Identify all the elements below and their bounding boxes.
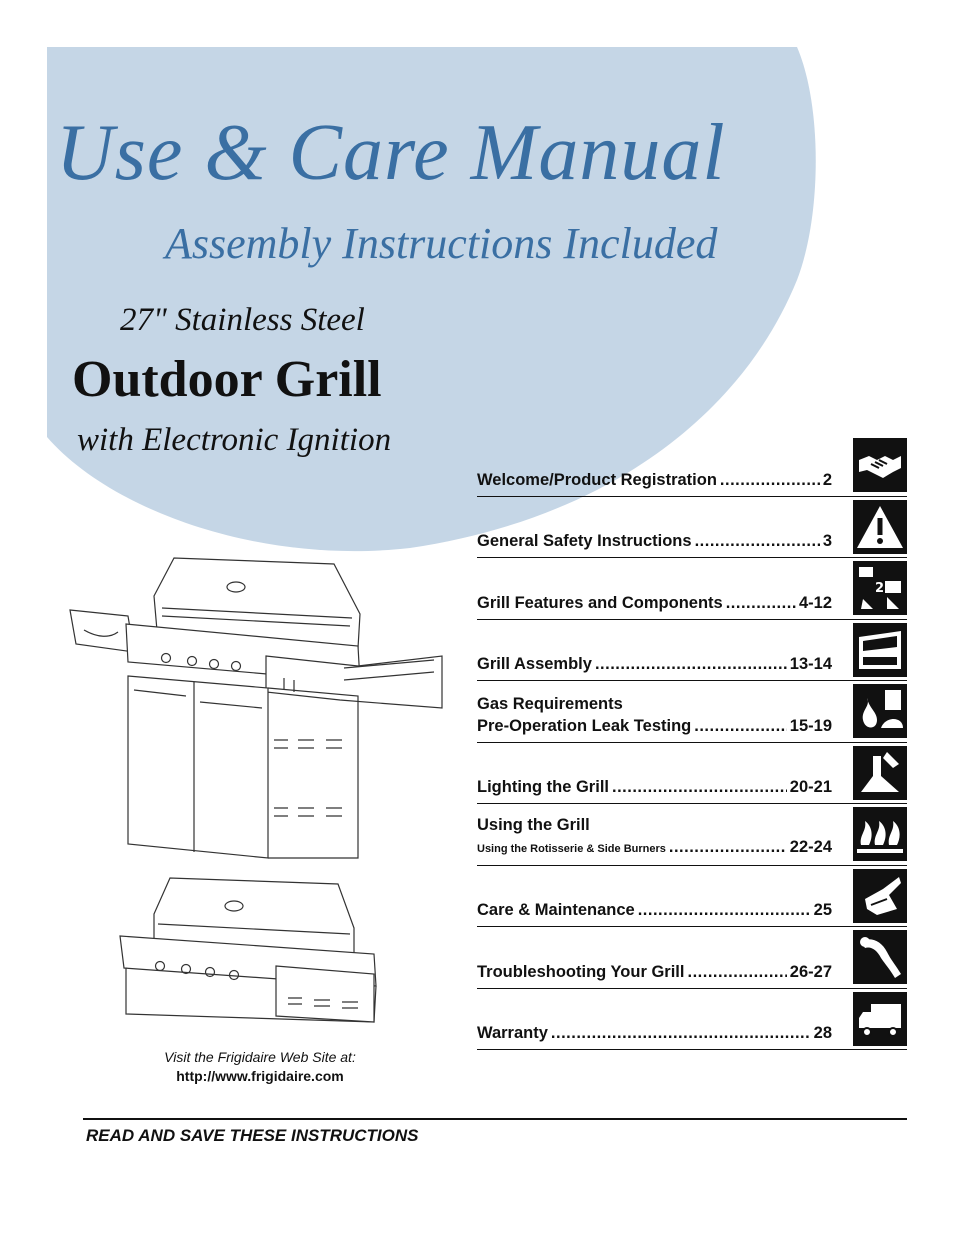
read-save-notice: READ AND SAVE THESE INSTRUCTIONS [86, 1126, 419, 1145]
toc-page: 13-14 [789, 655, 832, 673]
toc-label: Warranty [477, 1024, 548, 1042]
components-icon [853, 561, 907, 615]
toc-page: 25 [813, 901, 832, 919]
toc-row[interactable] [477, 558, 907, 620]
toc-row[interactable] [477, 497, 907, 559]
ignition-description: with Electronic Ignition [77, 422, 392, 458]
toc-label: Grill Features and Components [477, 593, 723, 612]
website-label: Visit the Frigidaire Web Site at: [164, 1049, 356, 1065]
toc-row[interactable] [477, 927, 907, 989]
assembly-icon [853, 623, 907, 677]
model-description: 27" Stainless Steel [120, 302, 365, 338]
toc-row[interactable] [477, 866, 907, 928]
website-note [100, 1048, 420, 1086]
toc-page: 15-19 [789, 716, 832, 735]
toc-label: Care & Maintenance [477, 901, 635, 919]
toc-label: Grill Assembly [477, 655, 592, 673]
toc-page: 22-24 [789, 837, 832, 856]
toc-label: Troubleshooting Your Grill [477, 962, 685, 981]
toc-label: Pre-Operation Leak Testing [477, 716, 692, 735]
footer-divider [83, 1118, 907, 1120]
toc-label: General Safety Instructions [477, 532, 692, 550]
toc-page: 26-27 [789, 962, 832, 981]
manual-title: Use & Care Manual [56, 109, 726, 197]
toc-row[interactable] [477, 989, 907, 1051]
toc-row[interactable] [477, 681, 907, 743]
manual-subtitle: Assembly Instructions Included [165, 219, 718, 268]
troubleshooting-icon [853, 930, 907, 984]
toc-label: Using the Rotisserie & Side Burners [477, 842, 666, 855]
toc-row[interactable] [477, 435, 907, 497]
table-of-contents [477, 435, 907, 1050]
cleaning-icon [853, 869, 907, 923]
toc-page: 3 [822, 532, 832, 550]
toc-page: 28 [813, 1024, 832, 1042]
toc-page: 20-21 [789, 778, 832, 796]
flames-icon [853, 807, 907, 861]
truck-icon [853, 992, 907, 1046]
toc-row[interactable] [477, 743, 907, 805]
product-name: Outdoor Grill [72, 351, 382, 408]
lighting-icon [853, 746, 907, 800]
warning-icon [853, 500, 907, 554]
svg-text:2: 2 [875, 581, 885, 596]
toc-row[interactable] [477, 804, 907, 866]
gas-icon [853, 684, 907, 738]
toc-row[interactable] [477, 620, 907, 682]
toc-label: Welcome/Product Registration [477, 470, 717, 489]
toc-label: Using the Grill [477, 815, 590, 834]
toc-page: 4-12 [798, 593, 832, 612]
website-link[interactable]: http://www.frigidaire.com [176, 1068, 344, 1084]
toc-label: Lighting the Grill [477, 778, 609, 796]
grill-illustration [62, 552, 452, 1032]
handshake-icon [853, 438, 907, 492]
toc-page: 2 [822, 470, 832, 489]
toc-label: Gas Requirements [477, 694, 623, 713]
